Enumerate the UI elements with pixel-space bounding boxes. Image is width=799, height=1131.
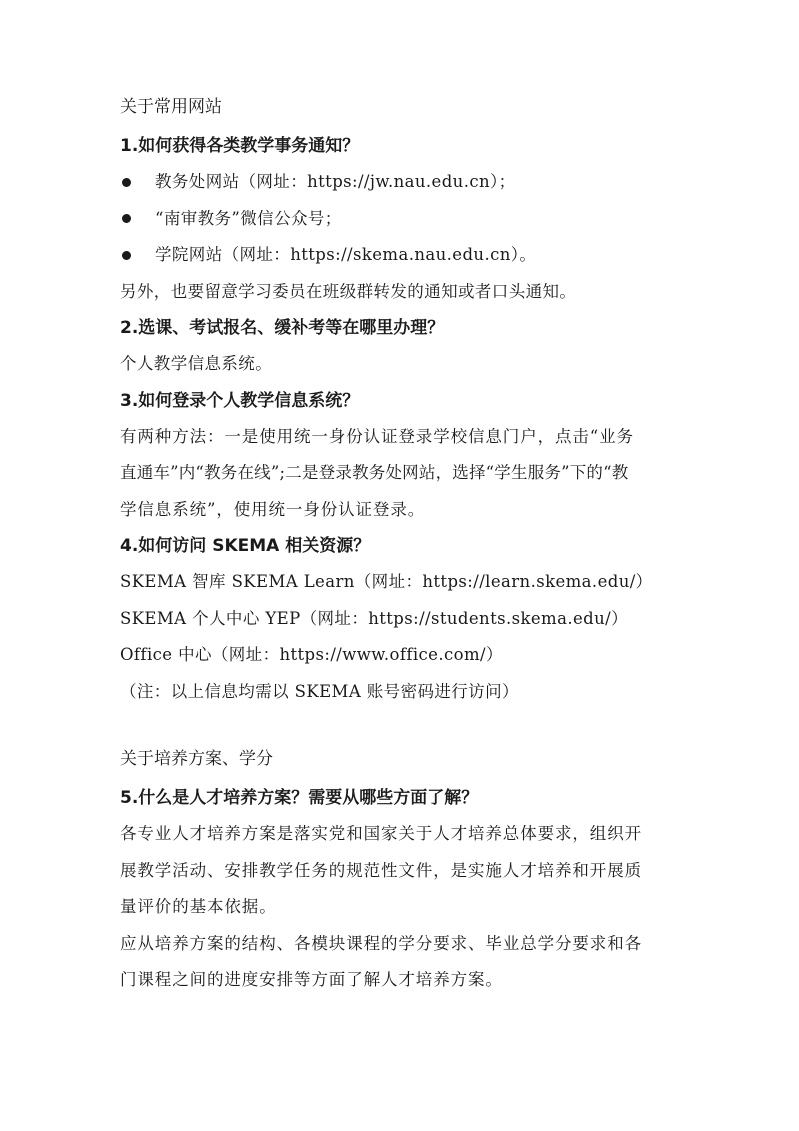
q3-answer-line: 学信息系统”，使用统一身份认证登录。 xyxy=(120,499,426,519)
q5-para1-line: 展教学活动、安排教学任务的规范性文件，是实施人才培养和开展质 xyxy=(120,860,642,880)
q5-para1-line: 量评价的基本依据。 xyxy=(120,897,277,916)
q4-resource-line: SKEMA 个人中心 YEP（网址：https://students.skema.edu/） xyxy=(120,608,629,628)
q5-para2-line: 门课程之间的进度安排等方面了解人才培养方案。 xyxy=(120,970,503,989)
question-5: 5.什么是人才培养方案？需要从哪些方面了解？ xyxy=(120,788,479,808)
bullet-icon xyxy=(122,251,131,260)
q3-answer-line: 直通车”内“教务在线”;二是登录教务处网站，选择“学生服务”下的“教 xyxy=(120,463,629,482)
section-title-curriculum: 关于培养方案、学分 xyxy=(120,749,273,769)
section-gap xyxy=(120,710,700,744)
q4-note: （注：以上信息均需以 SKEMA 账号密码进行访问） xyxy=(120,681,519,701)
q4-resource-line: SKEMA 智库 SKEMA Learn（网址：https://learn.skema.edu/） xyxy=(120,572,653,591)
bullet-text: “南审教务”微信公众号； xyxy=(155,208,342,228)
bullet-item xyxy=(120,164,700,201)
question-3: 3.如何登录个人教学信息系统？ xyxy=(120,390,360,411)
question-4: 4.如何访问 SKEMA 相关资源？ xyxy=(120,536,371,556)
q2-answer: 个人教学信息系统。 xyxy=(120,354,273,373)
bullet-item xyxy=(120,237,700,274)
q1-note: 另外，也要留意学习委员在班级群转发的通知或者口头通知。 xyxy=(120,281,577,301)
bullet-item xyxy=(120,201,700,238)
bullet-icon xyxy=(122,178,131,187)
q4-resource-line: Office 中心（网址：https://www.office.com/） xyxy=(120,645,503,664)
q5-para1-line: 各专业人才培养方案是落实党和国家关于人才培养总体要求，组织开 xyxy=(120,824,642,843)
q3-answer-line: 有两种方法：一是使用统一身份认证登录学校信息门户，点击“业务 xyxy=(120,426,634,446)
bullet-text: 教务处网站（网址：https://jw.nau.edu.cn）； xyxy=(155,172,516,191)
bullet-icon xyxy=(122,214,131,223)
section-title-websites: 关于常用网站 xyxy=(120,97,222,117)
document-page xyxy=(120,92,700,999)
question-2: 2.选课、考试报名、缓补考等在哪里办理？ xyxy=(120,318,445,338)
question-1: 1.如何获得各类教学事务通知？ xyxy=(120,136,360,156)
bullet-text: 学院网站（网址：https://skema.nau.edu.cn）。 xyxy=(155,245,537,264)
q5-para2-line: 应从培养方案的结构、各模块课程的学分要求、毕业总学分要求和各 xyxy=(120,933,642,953)
